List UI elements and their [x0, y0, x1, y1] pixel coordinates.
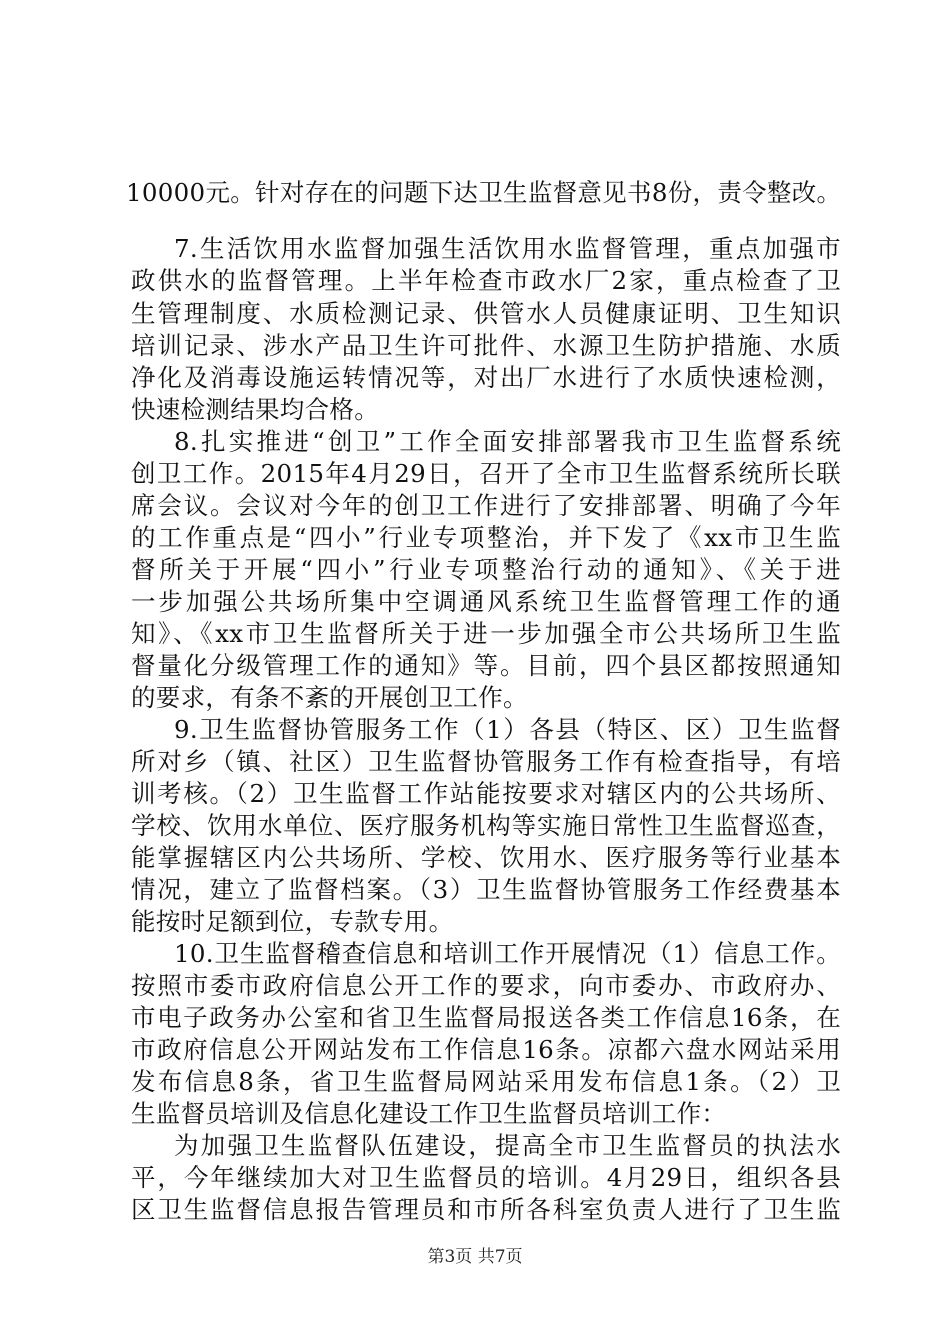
paragraph-first-line: 7.生活饮用水监督加强生活饮用水监督管理，重点加强市 [174, 234, 841, 263]
text-line: 快速检测结果均合格。 [131, 395, 379, 424]
text-line: 生监督员培训及信息化建设工作卫生监督员培训工作： [131, 1099, 727, 1128]
text-line: 市政府信息公开网站发布工作信息16条。凉都六盘水网站采用 [131, 1035, 841, 1064]
text-line: 政供水的监督管理。上半年检查市政水厂2家，重点检查了卫 [131, 266, 841, 295]
text-line: 知》、《xx市卫生监督所关于进一步加强全市公共场所卫生监 [131, 619, 841, 648]
text-line: 市电子政务办公室和省卫生监督局报送各类工作信息16条，在 [131, 1003, 841, 1032]
text-line: 督量化分级管理工作的通知》等。目前，四个县区都按照通知 [131, 651, 841, 680]
text-line: 生管理制度、水质检测记录、供管水人员健康证明、卫生知识 [131, 299, 841, 328]
page-number-footer: 第3页 共7页 [427, 1247, 523, 1267]
text-line: 10000元。针对存在的问题下达卫生监督意见书8份，责令整改。 [126, 178, 842, 207]
text-line: 督所关于开展“四小”行业专项整治行动的通知》、《关于进 [131, 555, 841, 584]
text-line: 平，今年继续加大对卫生监督员的培训。4月29日，组织各县 [131, 1163, 841, 1192]
text-line: 的要求，有条不紊的开展创卫工作。 [131, 683, 528, 712]
text-line: 所对乡（镇、社区）卫生监督协管服务工作有检查指导，有培 [131, 747, 841, 776]
paragraph-first-line: 9.卫生监督协管服务工作（1）各县（特区、区）卫生监督 [174, 715, 841, 744]
text-line: 训考核。（2）卫生监督工作站能按要求对辖区内的公共场所、 [131, 779, 841, 808]
text-line: 按照市委市政府信息公开工作的要求，向市委办、市政府办、 [131, 971, 841, 1000]
paragraph-first-line: 10.卫生监督稽查信息和培训工作开展情况（1）信息工作。 [174, 939, 841, 968]
text-line: 区卫生监督信息报告管理员和市所各科室负责人进行了卫生监 [131, 1195, 841, 1224]
text-line: 学校、饮用水单位、医疗服务机构等实施日常性卫生监督巡查， [131, 811, 841, 840]
text-line: 情况，建立了监督档案。（3）卫生监督协管服务工作经费基本 [131, 875, 841, 904]
text-line: 一步加强公共场所集中空调通风系统卫生监督管理工作的通 [131, 587, 841, 616]
paragraph-first-line: 8.扎实推进“创卫”工作全面安排部署我市卫生监督系统 [174, 427, 841, 456]
text-line: 能按时足额到位，专款专用。 [131, 907, 454, 936]
text-line: 净化及消毒设施运转情况等，对出厂水进行了水质快速检测， [131, 363, 841, 392]
text-line: 席会议。会议对今年的创卫工作进行了安排部署、明确了今年 [131, 491, 841, 520]
text-line: 创卫工作。2015年4月29日，召开了全市卫生监督系统所长联 [131, 459, 841, 488]
text-line: 能掌握辖区内公共场所、学校、饮用水、医疗服务等行业基本 [131, 843, 841, 872]
text-line: 培训记录、涉水产品卫生许可批件、水源卫生防护措施、水质 [131, 331, 841, 360]
text-line: 发布信息8条，省卫生监督局网站采用发布信息1条。（2）卫 [131, 1067, 841, 1096]
paragraph-first-line: 为加强卫生监督队伍建设，提高全市卫生监督员的执法水 [174, 1131, 841, 1160]
text-line: 的工作重点是“四小”行业专项整治，并下发了《xx市卫生监 [131, 523, 841, 552]
